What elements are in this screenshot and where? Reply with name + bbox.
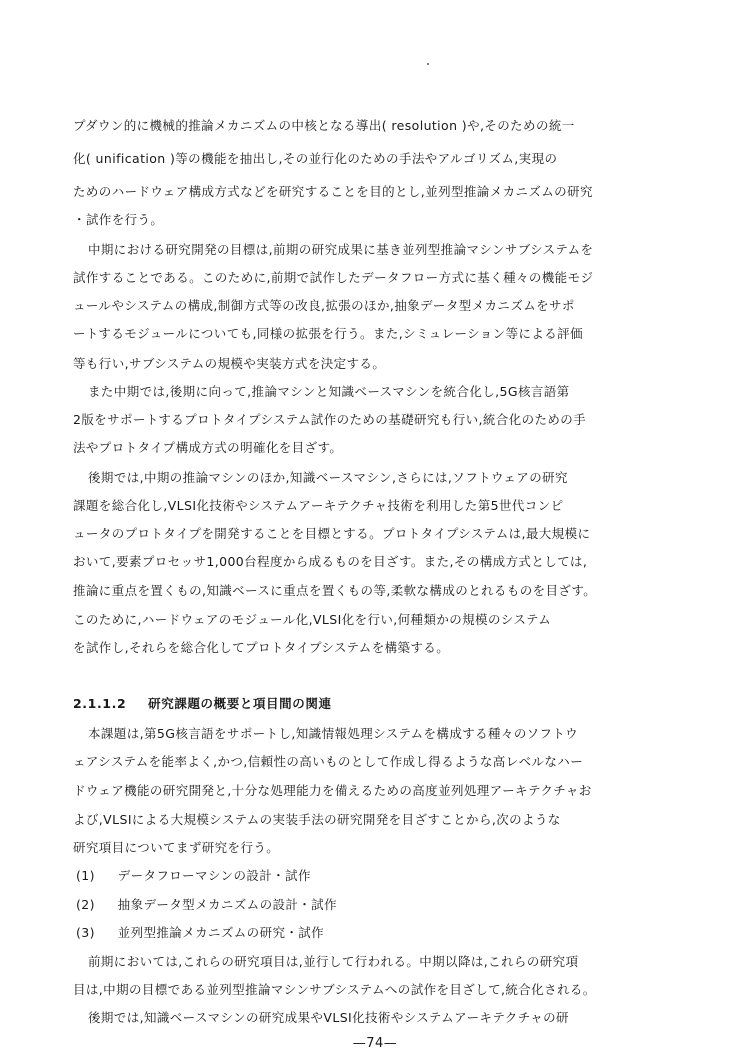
- text-line: 推論に重点を置くもの,知識ベースに重点を置くもの等,柔軟な構成のとれるものを目ざす。: [73, 583, 597, 598]
- list-item: [0, 868, 750, 884]
- text-line: 化( unification )等の機能を抽出し,その並行化のための手法やアルゴリズム,実現の: [73, 151, 558, 166]
- text-line: ドウェア機能の研究開発と,十分な処理能力を備えるための高度並列処理アーキテクチャお: [73, 783, 592, 798]
- text-line: プダウン的に機械的推論メカニズムの中核となる導出( resolution )や,そのための統一: [73, 118, 575, 133]
- list-item: [0, 925, 750, 941]
- text-line: 目は,中期の目標である並列型推論マシンサブシステムへの試作を目ざして,統合化される。: [73, 982, 596, 997]
- text-line: ュータのプロトタイプを開発することを目標とする。プロトタイプシステムは,最大規模に: [73, 526, 591, 541]
- text-line: 試作することである。このために,前期で試作したデータフロー方式に基く種々の機能モジ: [73, 270, 594, 285]
- list-item-number: (2): [76, 897, 95, 912]
- scan-speck: [427, 63, 429, 65]
- text-line: ェアシステムを能率よく,かつ,信頼性の高いものとして作成し得るような高レベルなハー: [73, 754, 584, 769]
- section-number: 2.1.1.2: [73, 696, 127, 711]
- text-line: 中期における研究開発の目標は,前期の研究成果に基き並列型推論マシンサブシステムを: [88, 242, 594, 257]
- text-line: このために,ハードウェアのモジュール化,VLSI化を行い,何種類かの規模のシステム: [73, 612, 552, 627]
- text-line: 等も行い,サブシステムの規模や実装方式を決定する。: [73, 356, 386, 371]
- text-line: 2版をサポートするプロトタイプシステム試作のための基礎研究も行い,統合化のための手: [73, 412, 587, 427]
- text-line: 前期においては,これらの研究項目は,並行して行われる。中期以降は,これらの研究項: [88, 954, 579, 969]
- text-line: ・試作を行う。: [73, 212, 164, 227]
- text-line: 後期では,知識ベースマシンの研究成果やVLSI化技術やシステムアーキテクチャの研: [88, 1010, 569, 1025]
- text-line: また中期では,後期に向って,推論マシンと知識ベースマシンを統合化し,5G核言語第: [88, 384, 570, 399]
- text-line: ためのハードウェア構成方式などを研究することを目的とし,並列型推論メカニズムの研究: [73, 184, 593, 199]
- text-line: 研究項目についてまず研究を行う。: [73, 840, 280, 855]
- list-item-text: 並列型推論メカニズムの研究・試作: [117, 925, 325, 940]
- text-line: ートするモジュールについても,同様の拡張を行う。また,シミュレーション等による評価: [73, 326, 583, 341]
- page-number: —74—: [352, 1036, 398, 1051]
- list-item-number: (1): [76, 868, 95, 883]
- section-heading: [0, 696, 750, 712]
- list-item-number: (3): [76, 925, 95, 940]
- text-line: 後期では,中期の推論マシンのほか,知識ベースマシン,さらには,ソフトウェアの研究: [88, 470, 568, 485]
- text-line: 本課題は,第5G核言語をサポートし,知識情報処理システムを構成する種々のソフトウ: [88, 726, 579, 741]
- list-item-text: データフローマシンの設計・試作: [117, 868, 311, 883]
- list-item-text: 抽象データ型メカニズムの設計・試作: [117, 897, 337, 912]
- section-title: 研究課題の概要と項目間の関連: [148, 696, 332, 711]
- text-line: おいて,要素プロセッサ1,000台程度から成るものを目ざす。また,その構成方式としては,: [73, 554, 588, 569]
- text-line: 課題を総合化し,VLSI化技術やシステムアーキテクチャ技術を利用した第5世代コンピ: [73, 498, 564, 513]
- list-item: [0, 897, 750, 913]
- text-line: よび,VLSIによる大規模システムの実装手法の研究開発を目ざすことから,次のような: [73, 812, 561, 827]
- text-line: を試作し,それらを総合化してプロトタイプシステムを構築する。: [73, 640, 450, 655]
- text-line: 法やプロトタイプ構成方式の明確化を目ざす。: [73, 440, 343, 455]
- text-line: ュールやシステムの構成,制御方式等の改良,拡張のほか,抽象データ型メカニズムをサポ: [73, 298, 575, 313]
